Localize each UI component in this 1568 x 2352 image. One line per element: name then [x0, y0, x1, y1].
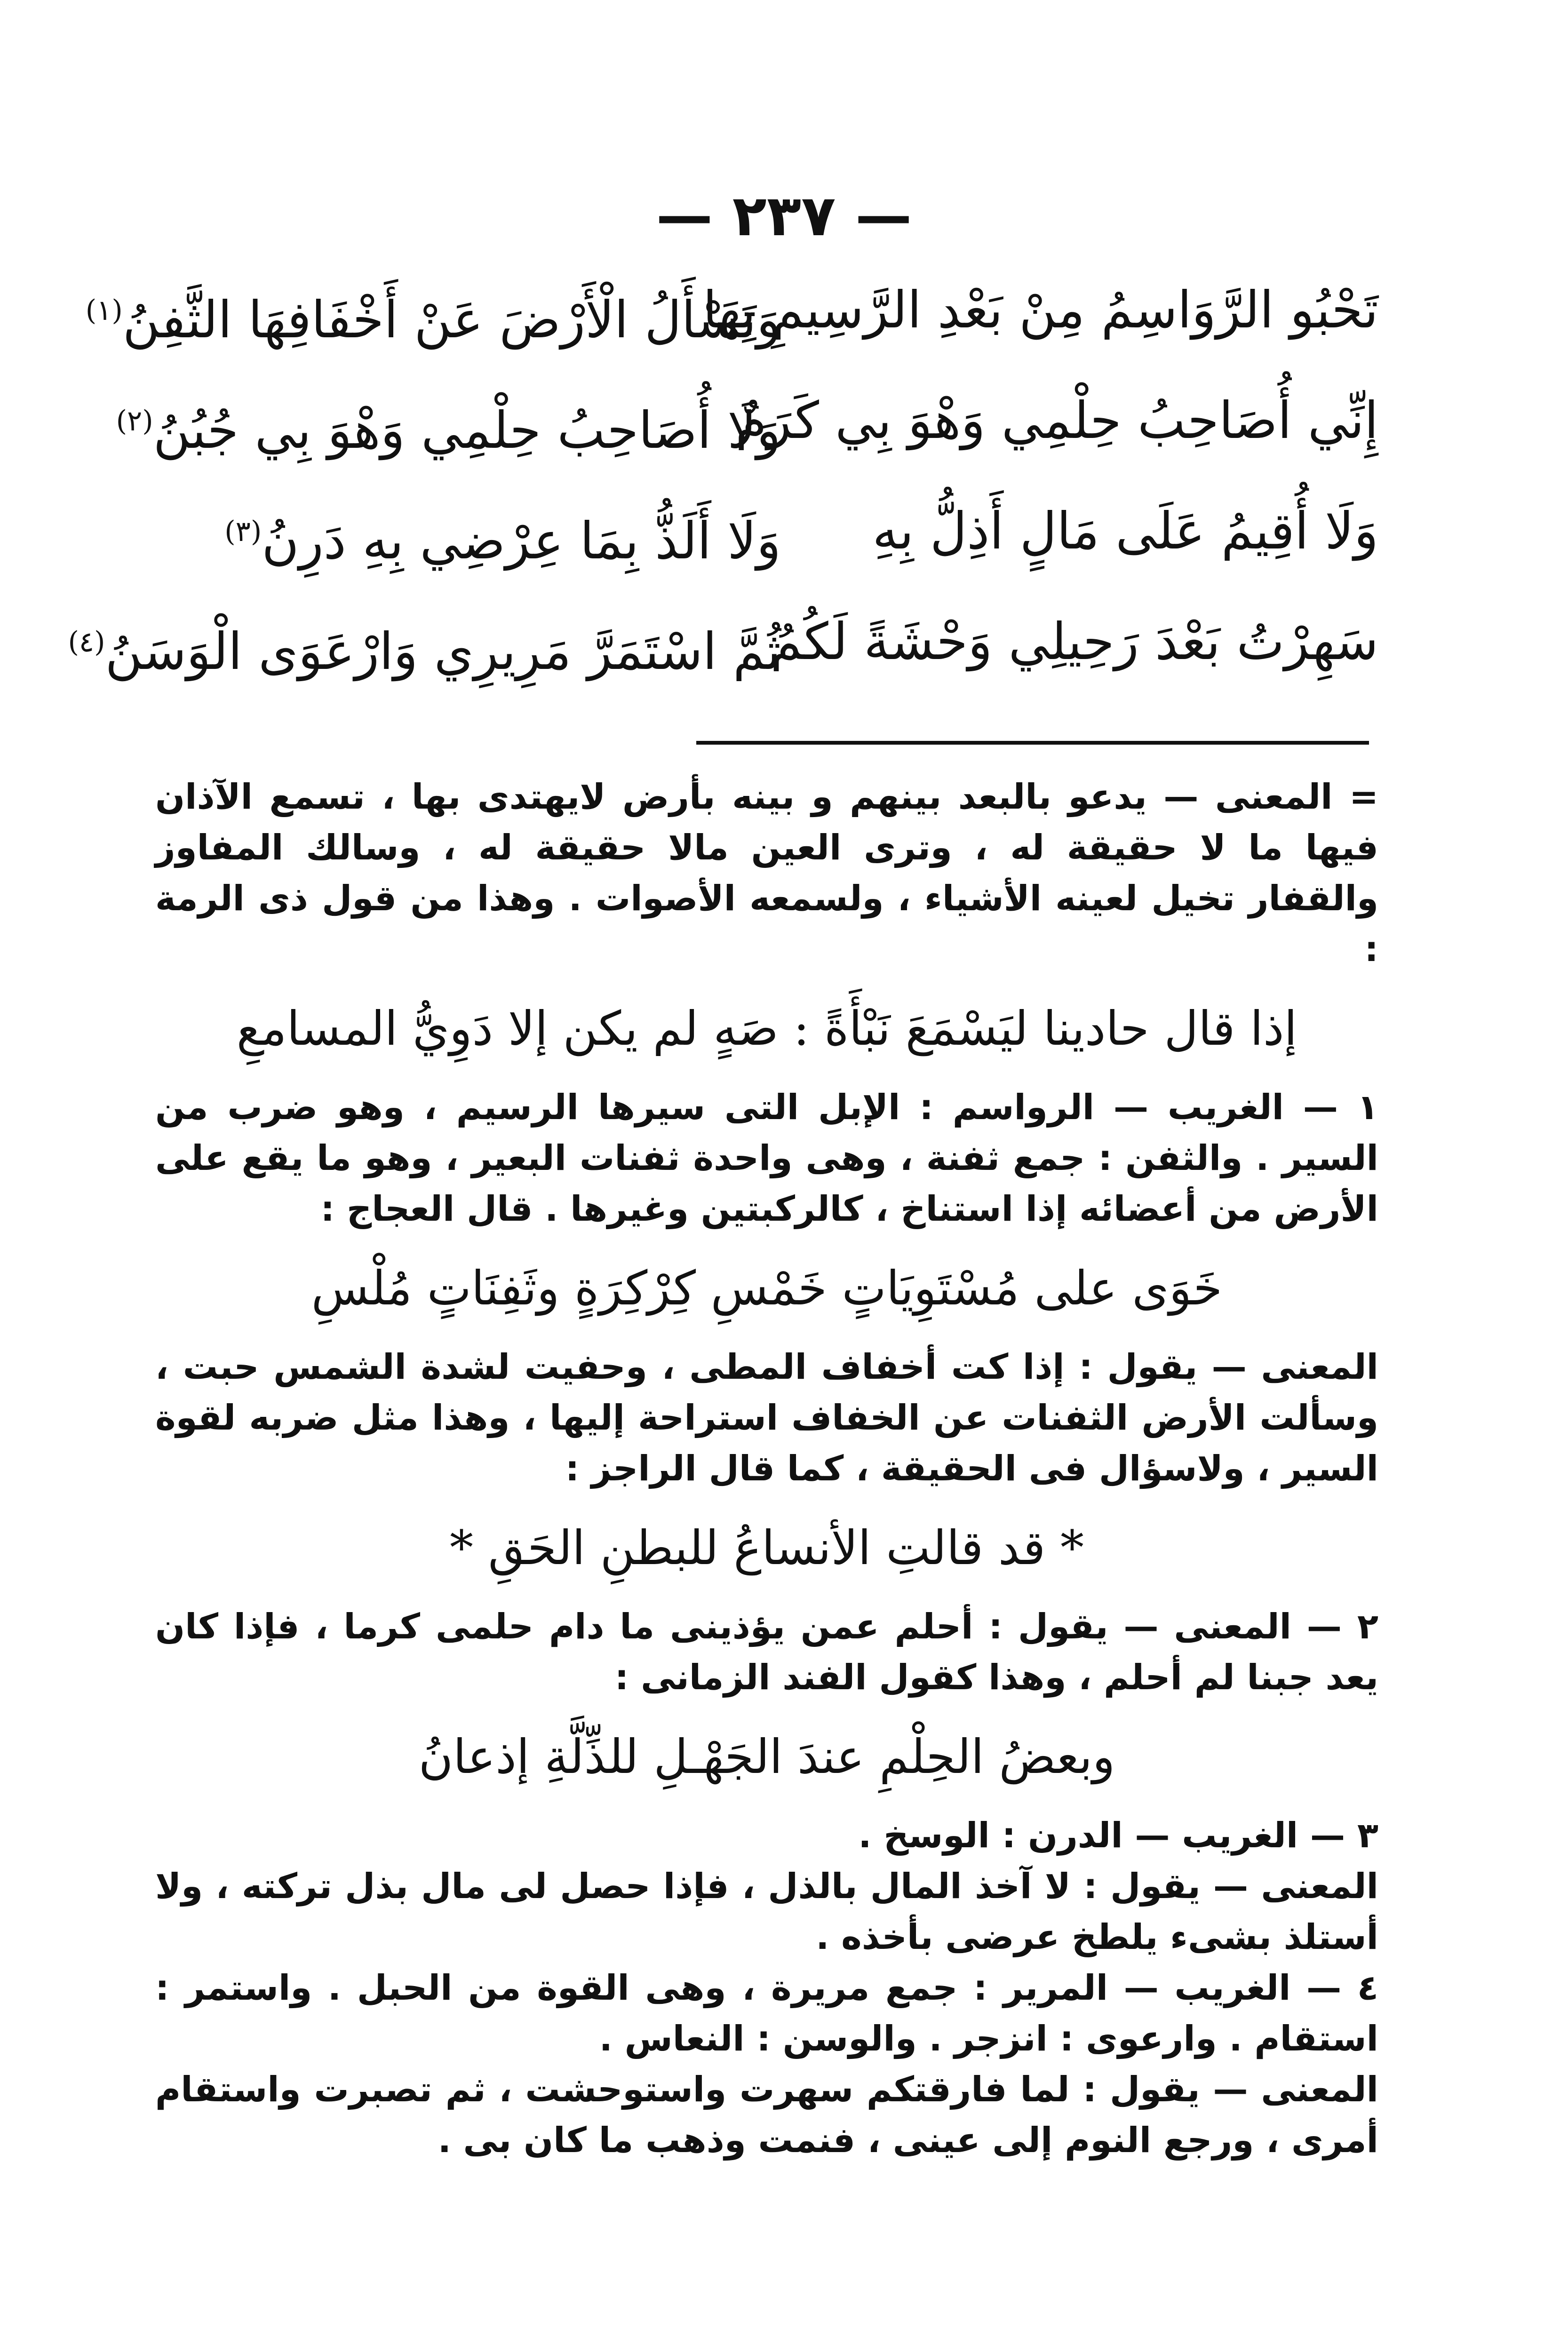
quoted-verse-fand: وبعضُ الحِلْمِ عندَ الجَهْـلِ للذِّلَّةِ إذعانُ — [418, 1729, 1115, 1784]
verse-4-second-text: ثُمَّ اسْتَمَرَّ مَرِيرِي وَارْعَوَى الْوَسَنُ — [105, 622, 781, 681]
verse-4 — [68, 595, 1378, 706]
verse-2-first-hemistich: إِنِّي أُصَاحِبُ حِلْمِي وَهْوَ بِي كَرَمٌ — [735, 391, 1378, 450]
note-4-meaning: المعنى — يقول : لما فارقتكم سهرت واستوحشت ، ثم تصبرت واستقام أمرى ، ورجع النوم إلى عينى ، فنمت وذهب ما كان بى . — [155, 2069, 1378, 2161]
note-1-gloss: ١ — الغريب — الرواسم : الإبل التى سيرها الرسيم ، وهو ضرب من السير . والثفن : جمع ثفنة ، وهى واحدة ثفنات البعير ، وهو ما يقع على الأرض من أعضائه إذا استناخ ، كالركبتين وغيرها . قال العجاج : — [155, 1087, 1378, 1229]
quoted-verse-dhu-al-rumma: إذا قال حادينا ليَسْمَعَ نَبْأَةً : صَهٍ لم يكن إلا دَوِيُّ المسامعِ — [236, 1001, 1297, 1056]
footnote-marker-1: (١) — [85, 294, 123, 327]
verse-4-first-hemistich: سَهِرْتُ بَعْدَ رَحِيلِي وَحْشَةً لَكُمُ — [770, 612, 1378, 671]
verse-1-first-hemistich: تَحْبُو الرَّوَاسِمُ مِنْ بَعْدِ الرَّسِيمِ بِهَا — [703, 281, 1378, 340]
footnote-marker-2: (٢) — [116, 405, 153, 437]
note-3-meaning: المعنى — يقول : لا آخذ المال بالذل ، فإذا حصل لى مال بذل تركته ، ولا أستلذ بشىء يلطخ عرضى بأخذه . — [155, 1866, 1378, 1957]
verse-2 — [116, 374, 1378, 485]
verse-3-second-hemistich — [155, 485, 781, 588]
verse-1-second-text: وَتَسْأَلُ الْأَرْضَ عَنْ أَخْفَافِهَا الثَّفِنُ — [122, 291, 781, 350]
note-4-gloss: ٤ — الغريب — المرير : جمع مريرة ، وهى القوة من الحبل . واستمر : استقام . وارعوى : انزجر . والوسن : النعاس . — [155, 1968, 1378, 2059]
note-3-gloss: ٣ — الغريب — الدرن : الوسخ . — [858, 1815, 1378, 1856]
poem-verses — [68, 263, 1378, 706]
quoted-verse-rajiz: * قد قالتِ الأنساعُ للبطنِ الحَقِ * — [449, 1520, 1084, 1575]
footnote-marker-3: (٣) — [224, 515, 262, 548]
verse-1-second-hemistich — [85, 263, 781, 367]
commentary-intro: = المعنى — يدعو بالبعد بينهم و بينه بأرض لايهتدى بها ، تسمع الآذان فيها ما لا حقيقة له ، وترى العين مالا حقيقة له ، وسالك المفاوز والقفار تخيل لعينه الأشياء ، ولسمعه الأصوات . وهذا من قول ذى الرمة : — [155, 777, 1378, 969]
footnote-marker-4: (٤) — [68, 626, 105, 659]
verse-2-second-hemistich — [116, 374, 781, 478]
quoted-verse-ajjaj: خَوَى على مُسْتَوِيَاتٍ خَمْسِ كِرْكِرَةٍ وثَفِنَاتٍ مُلْسِ — [311, 1261, 1223, 1316]
verse-3-first-hemistich: وَلَا أُقِيمُ عَلَى مَالٍ أَذِلُّ بِهِ — [872, 502, 1378, 561]
commentary — [155, 771, 1378, 2166]
verse-1 — [85, 263, 1378, 374]
verse-4-second-hemistich — [68, 595, 781, 699]
note-1-meaning: المعنى — يقول : إذا كت أخفاف المطى ، وحفيت لشدة الشمس حبت ، وسألت الأرض الثفنات عن الخفاف استراحة إليها ، وهذا مثل ضربه لقوة السير ، ولاسؤال فى الحقيقة ، كما قال الراجز : — [155, 1347, 1378, 1489]
footnote-divider — [696, 741, 1369, 745]
note-2-meaning: ٢ — المعنى — يقول : أحلم عمن يؤذينى ما دام حلمى كرما ، فإذا كان يعد جبنا لم أحلم ، وهذا كقول الفند الزمانى : — [155, 1606, 1378, 1698]
page-number: — ٢٣٧ — — [656, 183, 912, 249]
verse-3 — [155, 485, 1378, 595]
verse-3-second-text: وَلَا أَلَذُّ بِمَا عِرْضِي بِهِ دَرِنُ — [262, 512, 781, 571]
verse-2-second-text: وَلَا أُصَاحِبُ حِلْمِي وَهْوَ بِي جُبُنُ — [153, 401, 781, 460]
